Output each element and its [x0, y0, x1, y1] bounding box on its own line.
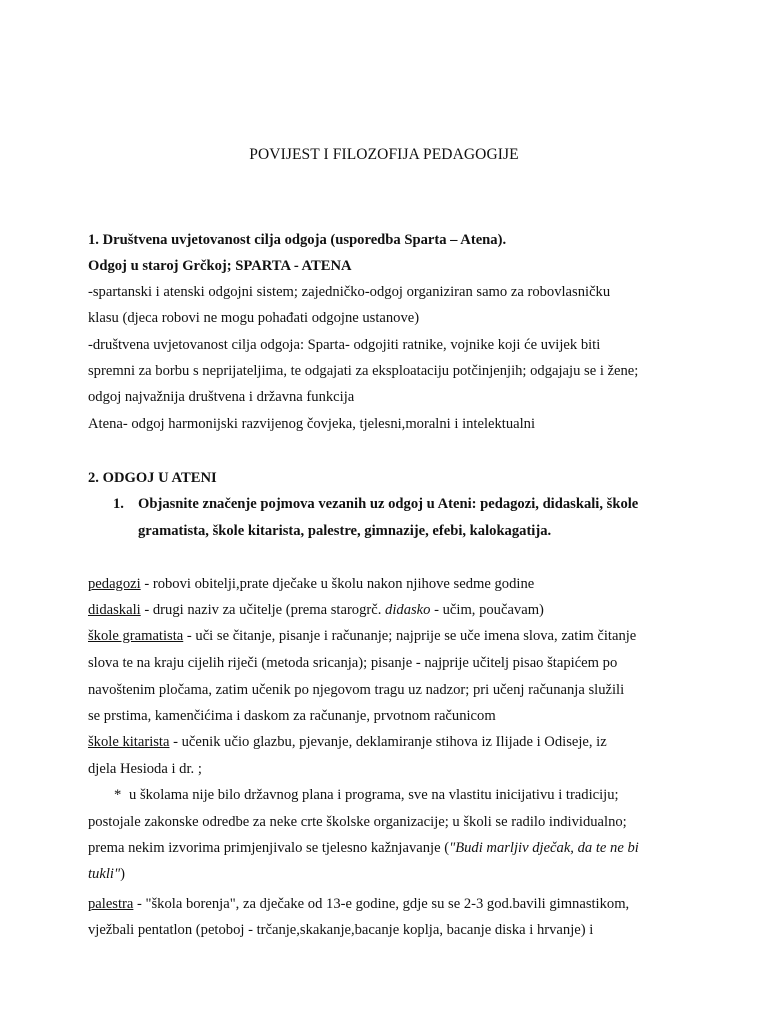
section1-line: klasu (djeca robovi ne mogu pohađati odgojne ustanove) [88, 310, 420, 326]
note-line [88, 840, 639, 857]
definition-text: - učim, poučavam) [430, 602, 544, 618]
term-didaskali: didaskali [88, 602, 141, 618]
note-text: prema nekim izvorima primjenjivalo se tjelesno kažnjavanje ( [88, 840, 450, 856]
term-pedagozi: pedagozi [88, 576, 141, 592]
quote-text: "Budi marljiv dječak, da te ne bi [449, 840, 639, 856]
list-item-number: 1. [113, 496, 124, 512]
star-bullet: * [114, 787, 122, 803]
definition-text: - drugi naziv za učitelje (prema starogrč. [140, 602, 386, 618]
definition-gramatista [88, 628, 636, 645]
definition-text: - učenik učio glazbu, pjevanje, deklamiranje stihova iz Ilijade i Odiseje, iz [169, 734, 607, 750]
definition-line: vježbali pentatlon (petoboj - trčanje,skakanje,bacanje koplja, bacanje diska i hrvanje) i [88, 922, 594, 938]
section1-line: Atena- odgoj harmonijski razvijenog čovjeka, tjelesni,moralni i intelektualni [88, 416, 536, 432]
quote-text: tukli" [88, 866, 121, 882]
definition-text: - "škola borenja", za dječake od 13-e godine, gdje su se 2-3 god.bavili gimnastikom, [133, 896, 630, 912]
note-line: u školama nije bilo državnog plana i programa, sve na vlastitu inicijativu i tradiciju; [129, 787, 619, 803]
greek-word: didasko [385, 602, 431, 618]
section1-line: -društvena uvjetovanost cilja odgoja: Sparta- odgojiti ratnike, vojnike koji će uvijek biti [88, 337, 601, 353]
term-kitarista: škole kitarista [88, 734, 170, 750]
definition-didaskali [88, 602, 544, 619]
definition-line: navoštenim pločama, zatim učenik po njegovom tragu uz nadzor; pri učenj računanja služili [88, 682, 625, 698]
definition-line: djela Hesioda i dr. ; [88, 761, 202, 777]
note-text: ) [120, 866, 125, 882]
term-palestra: palestra [88, 896, 134, 912]
definition-kitarista [88, 734, 607, 751]
section1-line: -spartanski i atenski odgojni sistem; zajedničko-odgoj organiziran samo za robovlasničku [88, 284, 611, 300]
note-line [88, 866, 125, 883]
section1-line: spremni za borbu s neprijateljima, te odgajati za eksploataciju potčinjenjih; odgajaju se i žene; [88, 363, 639, 379]
definition-line: slova te na kraju cijelih riječi (metoda sricanja); pisanje - najprije učitelj pisao štapićem po [88, 655, 618, 671]
term-gramatista: škole gramatista [88, 628, 184, 644]
list-item-text: gramatista, škole kitarista, palestre, gimnazije, efebi, kalokagatija. [138, 523, 552, 539]
document-title: POVIJEST I FILOZOFIJA PEDAGOGIJE [249, 146, 519, 163]
list-item-text: Objasnite značenje pojmova vezanih uz odgoj u Ateni: pedagozi, didaskali, škole [138, 496, 639, 512]
section1-heading: 1. Društvena uvjetovanost cilja odgoja (usporedba Sparta – Atena). [88, 232, 507, 248]
definition-text: - uči se čitanje, pisanje i računanje; najprije se uče imena slova, zatim čitanje [183, 628, 637, 644]
definition-text: - robovi obitelji,prate dječake u školu nakon njihove sedme godine [140, 576, 535, 592]
section1-subheading: Odgoj u staroj Grčkoj; SPARTA - ATENA [88, 258, 352, 274]
note-line: postojale zakonske odredbe za neke crte školske organizacije; u školi se radilo individualno; [88, 814, 627, 830]
definition-pedagozi [88, 576, 534, 593]
section1-line: odgoj najvažnija društvena i državna funkcija [88, 389, 355, 405]
definition-line: se prstima, kamenčićima i daskom za računanje, prvotnom računicom [88, 708, 496, 724]
section2-heading: 2. ODGOJ U ATENI [88, 470, 217, 486]
definition-palestra [88, 896, 629, 913]
